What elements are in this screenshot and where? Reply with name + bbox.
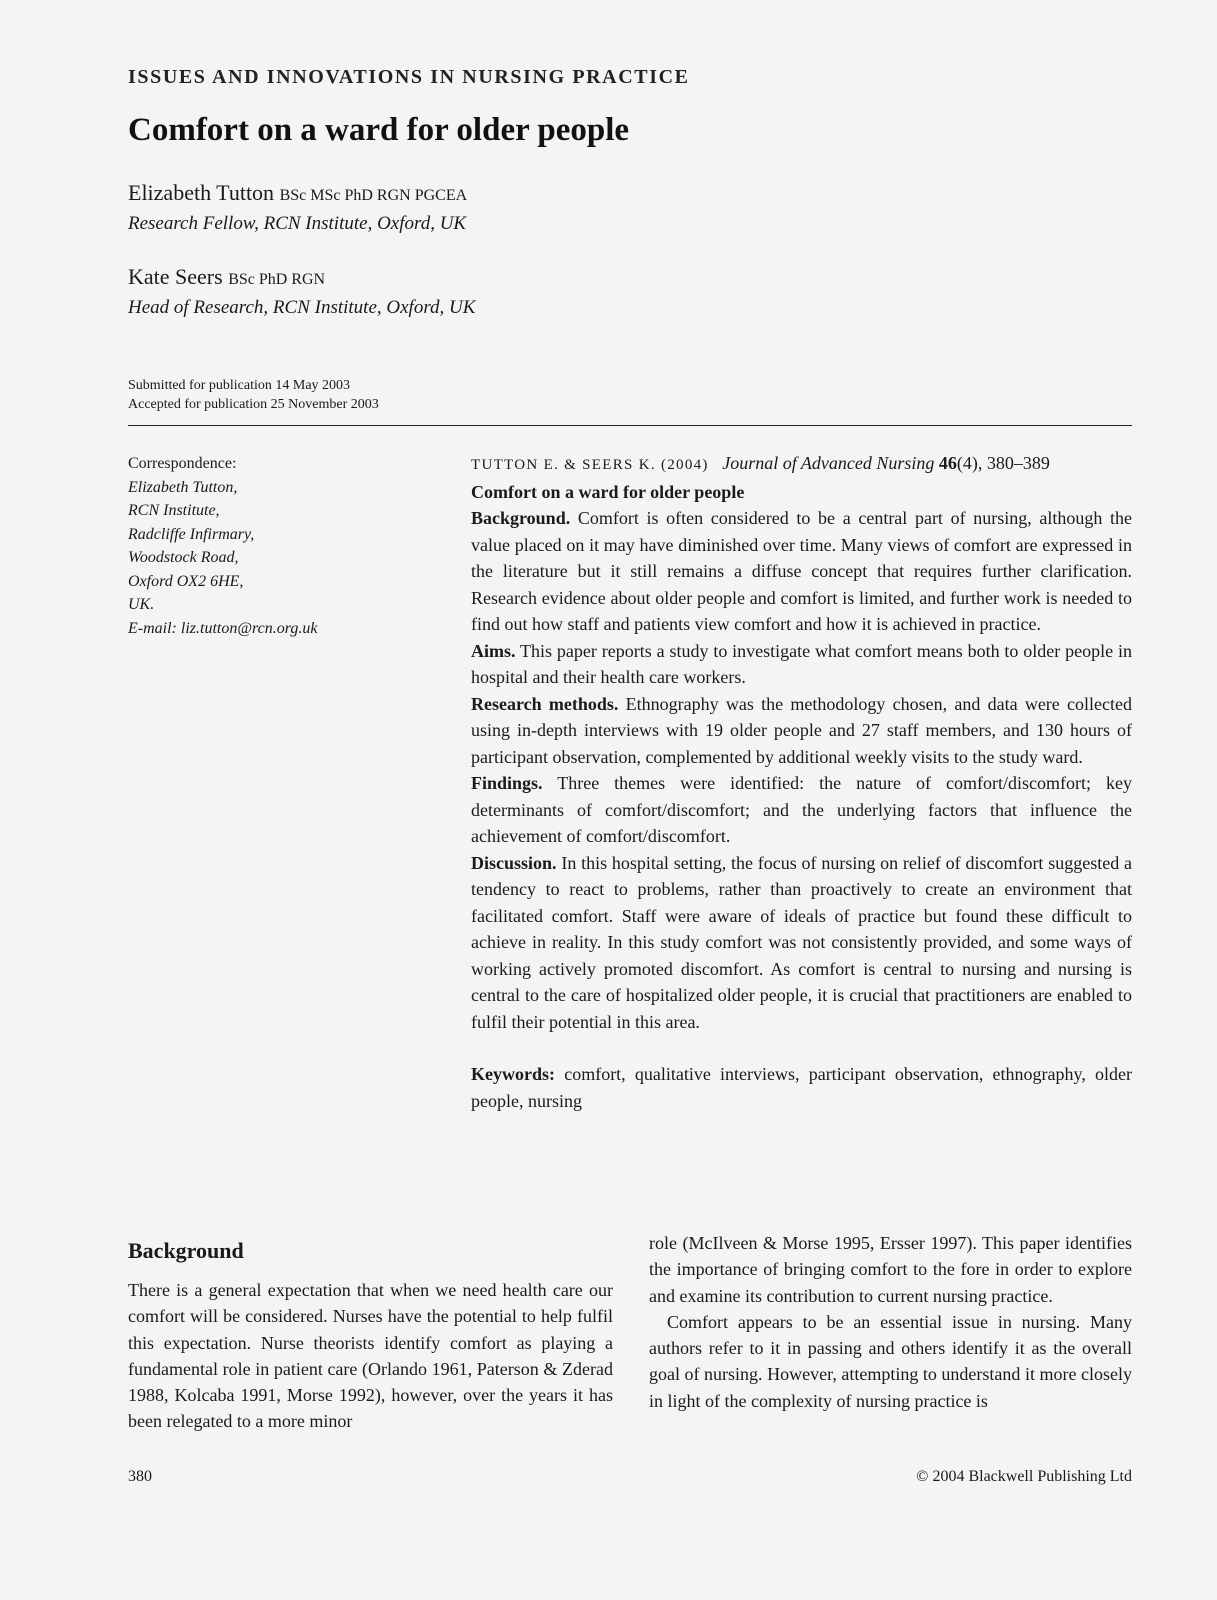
correspondence-line: Radcliffe Infirmary, bbox=[128, 525, 255, 543]
abstract-label: Research methods. bbox=[471, 693, 619, 714]
abstract-aims: Aims. This paper reports a study to investigate what comfort means both to older people in hospital and their health care workers. bbox=[471, 640, 1132, 687]
body-paragraph: There is a general expectation that when we need health care our comfort will be considered. Nurses have the potential to help fulfil this expectation. Nurse theorists identify comfort as playing a fundamental role in patient care (Orlando 1961, Paterson & Zderad 1988, Kolcaba 1991, Morse 1992), however, over the years it has been relegated to a more minor bbox=[128, 1280, 613, 1432]
body-column-left bbox=[128, 1237, 613, 1435]
copyright-notice: © 2004 Blackwell Publishing Ltd bbox=[916, 1468, 1132, 1485]
correspondence-label: Correspondence: bbox=[128, 455, 237, 472]
publication-dates bbox=[128, 376, 379, 414]
correspondence-line: UK. bbox=[128, 596, 155, 613]
author-2-name: Kate Seers bbox=[128, 264, 223, 289]
article-title: Comfort on a ward for older people bbox=[128, 112, 630, 148]
submitted-date: Submitted for publication 14 May 2003 bbox=[128, 378, 351, 393]
abstract-discussion: Discussion. In this hospital setting, the focus of nursing on relief of discomfort suggested a tendency to react to problems, rather than proactively to create an environment that facilitated comfort. Staff were aware of ideals of practice but found these difficult to achieve in reality. In this study comfort was not consistently provided, and some ways of working actively promoted discomfort. As comfort is central to nursing and nursing is central to the care of hospitalized older people, it is crucial that practitioners are enabled to fulfil their potential in this area. bbox=[471, 852, 1132, 1032]
email-label: E-mail: bbox=[128, 619, 181, 637]
abstract bbox=[471, 450, 1132, 1114]
author-1-quals: BSc MSc PhD RGN PGCEA bbox=[279, 187, 468, 204]
author-1-affiliation: Research Fellow, RCN Institute, Oxford, UK bbox=[128, 213, 467, 234]
abstract-title: Comfort on a ward for older people bbox=[471, 481, 745, 502]
abstract-label: Discussion. bbox=[471, 852, 557, 873]
body-paragraph: role (McIlveen & Morse 1995, Ersser 1997). This paper identifies the importance of bringing comfort to the fore in order to explore and examine its contribution to current nursing practice. bbox=[649, 1233, 1132, 1306]
author-1-name: Elizabeth Tutton bbox=[128, 180, 275, 205]
correspondence-line: Elizabeth Tutton, bbox=[128, 478, 238, 496]
correspondence-line: Oxford OX2 6HE, bbox=[128, 572, 244, 590]
citation-authors: TUTTON E. & SEERS K. (2004) bbox=[471, 457, 709, 473]
accepted-date: Accepted for publication 25 November 2003 bbox=[128, 397, 379, 412]
citation-line bbox=[471, 450, 1132, 479]
section-heading-background: Background bbox=[128, 1238, 244, 1263]
page-number: 380 bbox=[128, 1468, 152, 1485]
body-column-right bbox=[649, 1230, 1132, 1414]
journal-issue-pages: (4), 380–389 bbox=[956, 453, 1050, 473]
author-2-affiliation: Head of Research, RCN Institute, Oxford, UK bbox=[128, 297, 476, 318]
abstract-findings: Findings. Three themes were identified: the nature of comfort/discomfort; key determinants of comfort/discomfort; and the underlying factors that influence the achievement of comfort/discomfort. bbox=[471, 773, 1132, 846]
keywords: Keywords: comfort, qualitative interviews, participant observation, ethnography, older people, nursing bbox=[471, 1064, 1133, 1111]
author-2-quals: BSc PhD RGN bbox=[228, 271, 326, 288]
email-link[interactable]: liz.tutton@rcn.org.uk bbox=[180, 619, 318, 637]
abstract-label: Findings. bbox=[471, 773, 543, 793]
abstract-label: Background. bbox=[471, 508, 571, 528]
section-kicker: ISSUES AND INNOVATIONS IN NURSING PRACTICE bbox=[128, 66, 690, 88]
correspondence-email bbox=[128, 617, 318, 641]
author-1 bbox=[128, 180, 467, 206]
abstract-methods: Research methods. Ethnography was the methodology chosen, and data were collected using in-depth interviews with 19 older people and 27 staff members, and 130 hours of participant observation, complemented by additional weekly visits to the study ward. bbox=[471, 693, 1132, 767]
correspondence-line: RCN Institute, bbox=[128, 502, 220, 519]
correspondence-line: Woodstock Road, bbox=[128, 549, 239, 566]
abstract-label: Aims. bbox=[471, 640, 516, 661]
keywords-label: Keywords: bbox=[471, 1064, 555, 1084]
body-paragraph: Comfort appears to be an essential issue in nursing. Many authors refer to it in passing and others identify it as the overall goal of nursing. However, attempting to understand it more closely in light of the complexity of nursing practice is bbox=[649, 1311, 1132, 1411]
author-2 bbox=[128, 264, 325, 290]
abstract-background: Background. Comfort is often considered to be a central part of nursing, although the value placed on it may have diminished over time. Many views of comfort are expressed in the literature but it still remains a diffuse concept that requires further clarification. Research evidence about older people and comfort is limited, and further work is needed to find out how staff and patients view comfort and how it is achieved in practice. bbox=[471, 508, 1133, 634]
correspondence-block bbox=[128, 452, 318, 640]
journal-name: Journal of Advanced Nursing bbox=[722, 453, 935, 473]
header-divider bbox=[128, 425, 1132, 426]
journal-volume: 46 bbox=[938, 453, 957, 473]
